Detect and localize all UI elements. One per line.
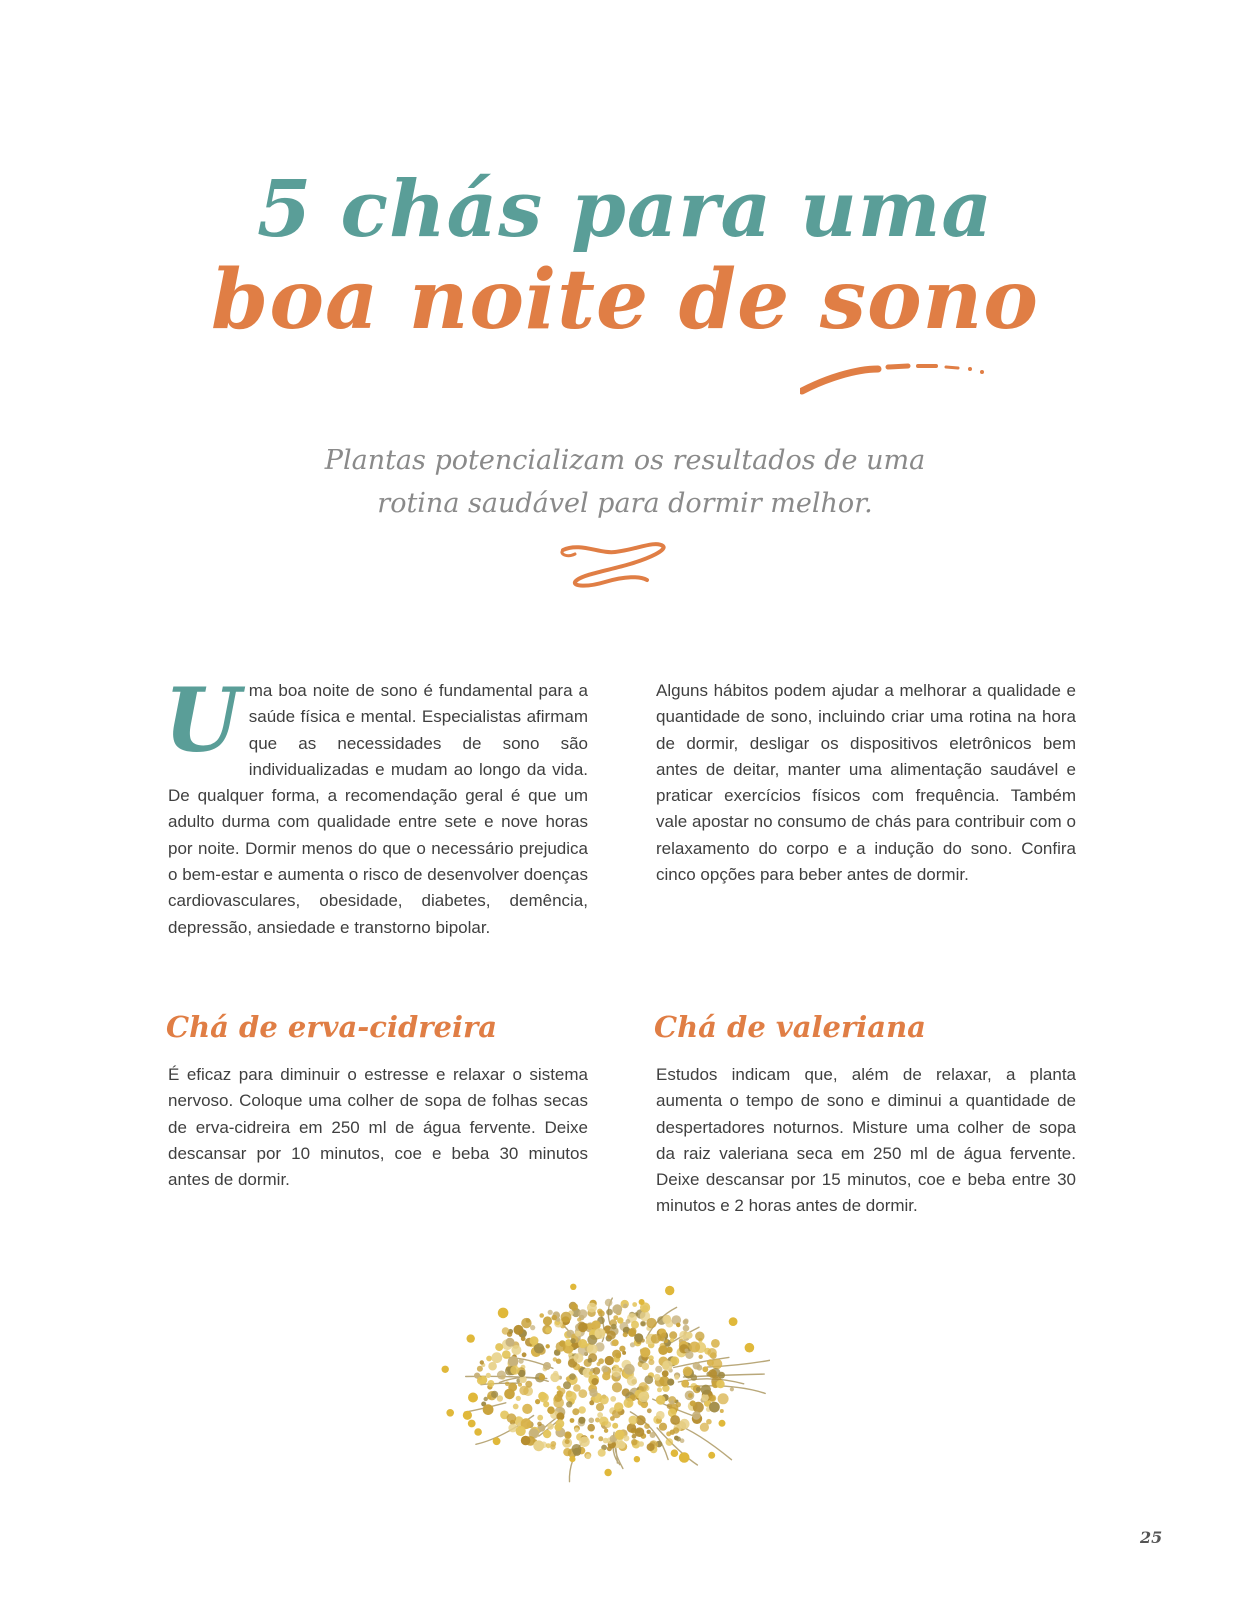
- divider-flourish-ornament: [555, 540, 670, 590]
- section-heading-valeriana: Chá de valeriana: [654, 1010, 926, 1044]
- intro-left-text: ma boa noite de sono é fundamental para a saúde física e mental. Especialistas afirmam que as necessidades de sono são individualizadas e mudam ao longo da vida. De qualquer forma, a recomendação geral é que um adulto durma com qualidade entre sete e nove horas por noite. Dormir menos do que o necessário prejudica o bem-estar e aumenta o risco de desenvolver doenças cardiovasculares, obesidade, diabetes, demência, depressão, ansiedade e transtorno bipolar.: [168, 681, 588, 937]
- title-swash-ornament: [800, 355, 990, 405]
- section-body-valeriana: Estudos indicam que, além de relaxar, a planta aumenta o tempo de sono e diminui a quantidade de despertadores noturnos. Misture uma colher de sopa da raiz valeriana seca em 250 ml de água fervente. Deixe descansar por 15 minutos, coe e beba entre 30 minutos e 2 horas antes de dormir.: [656, 1065, 1076, 1216]
- section-heading-erva-cidreira: Chá de erva-cidreira: [166, 1010, 498, 1044]
- subtitle-line-1: Plantas potencializam os resultados de uma: [324, 445, 926, 476]
- dried-chamomile-image: [430, 1252, 770, 1488]
- title-line-2: boa noite de sono: [211, 252, 1039, 348]
- intro-right-text: Alguns hábitos podem ajudar a melhorar a qualidade e quantidade de sono, incluindo criar uma rotina na hora de dormir, desligar os dispositivos eletrônicos bem antes de deitar, manter uma alimentação saudável e praticar exercícios físicos com frequência. Também vale apostar no consumo de chás para contribuir com o relaxamento do corpo e a indução do sono. Confira cinco opções para beber antes de dormir.: [656, 681, 1076, 885]
- subtitle-line-2: rotina saudável para dormir melhor.: [377, 488, 873, 519]
- title-line-1: 5 chás para uma: [257, 164, 993, 255]
- intro-left-column: [164, 668, 588, 941]
- section-body-erva-cidreira: É eficaz para diminuir o estresse e relaxar o sistema nervoso. Coloque uma colher de sopa de folhas secas de erva-cidreira em 250 ml de água fervente. Deixe descansar por 10 minutos, coe e beba 30 minutos antes de dormir.: [168, 1065, 588, 1190]
- intro-right-column: [656, 678, 1076, 888]
- drop-cap-letter: U: [164, 668, 241, 772]
- page-number: 25: [1140, 1528, 1163, 1547]
